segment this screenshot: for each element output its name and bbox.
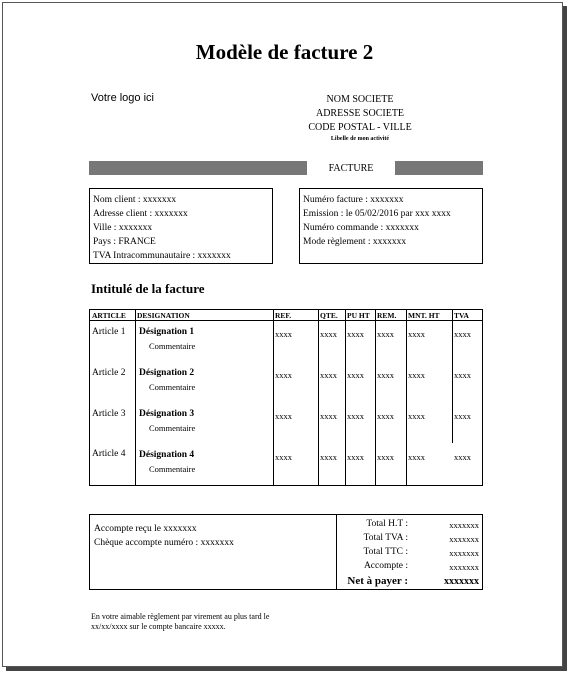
row-rem: xxxx [377, 452, 394, 462]
invoice-emission: Emission : le 05/02/2016 par xxx xxxx [303, 209, 451, 219]
client-vat: TVA Intracommunautaire : xxxxxxx [93, 251, 231, 261]
client-box [89, 188, 273, 264]
row-mnt: xxxx [408, 370, 425, 380]
col-divider [375, 310, 376, 485]
page-title: Modèle de facture 2 [195, 40, 374, 64]
header-tva: TVA [454, 311, 469, 320]
row-article: Article 2 [92, 368, 126, 378]
row-article: Article 1 [92, 327, 126, 337]
row-pu: xxxx [347, 329, 364, 339]
total-ttc-label: Total TTC : [363, 547, 408, 557]
deposit-label: Accompte : [363, 561, 408, 571]
row-ref: xxxx [275, 411, 292, 421]
row-ref: xxxx [275, 452, 292, 462]
row-qte: xxxx [320, 411, 337, 421]
company-block [260, 93, 460, 143]
totals-box [89, 514, 483, 590]
total-ht-label: Total H.T : [366, 519, 408, 529]
payment-terms [91, 612, 269, 632]
row-designation: Désignation 3 [139, 409, 195, 419]
header-qte: QTE. [320, 311, 338, 320]
table-header-divider [90, 320, 482, 321]
section-title: Intitulé de la facture [91, 281, 205, 296]
row-article: Article 4 [92, 449, 126, 459]
deposit-value: xxxxxxx [449, 562, 479, 572]
header-mnt-ht: MNT. HT [408, 311, 440, 320]
total-ttc-value: xxxxxxx [449, 548, 479, 558]
row-comment: Commentaire [149, 341, 196, 351]
header-rem: REM. [377, 311, 397, 320]
row-pu: xxxx [347, 411, 364, 421]
row-comment: Commentaire [149, 464, 196, 474]
client-address: Adresse client : xxxxxxx [93, 209, 188, 219]
invoice-number: Numéro facture : xxxxxxx [303, 195, 404, 205]
row-pu: xxxx [347, 452, 364, 462]
row-tva: xxxx [454, 411, 471, 421]
row-tva: xxxx [454, 370, 471, 380]
row-tva: xxxx [454, 329, 471, 339]
deposit-received: Accompte reçu le xxxxxxx [94, 524, 197, 534]
net-to-pay-value: xxxxxxx [444, 576, 479, 587]
col-divider [406, 310, 407, 485]
col-divider [273, 310, 274, 485]
net-to-pay-label: Net à payer : [347, 575, 408, 587]
row-mnt: xxxx [408, 452, 425, 462]
deposit-check: Chèque accompte numéro : xxxxxxx [94, 538, 234, 548]
header-pu-ht: PU HT [347, 311, 370, 320]
payment-terms-line1: En votre aimable règlement par virement au plus tard le [91, 612, 270, 621]
row-mnt: xxxx [408, 329, 425, 339]
row-comment: Commentaire [149, 423, 196, 433]
total-tva-label: Total TVA : [363, 533, 408, 543]
row-tva: xxxx [454, 452, 471, 462]
col-divider [318, 310, 319, 485]
col-divider [135, 310, 136, 485]
row-ref: xxxx [275, 329, 292, 339]
col-divider [345, 310, 346, 485]
client-city: Ville : xxxxxxx [93, 223, 153, 233]
items-table [89, 309, 483, 486]
row-comment: Commentaire [149, 382, 196, 392]
invoice-order: Numéro commande : xxxxxxx [303, 223, 419, 233]
row-designation: Désignation 1 [139, 327, 195, 337]
company-activity: Libelle de mon activité [330, 136, 390, 142]
row-qte: xxxx [320, 452, 337, 462]
row-article: Article 3 [92, 409, 126, 419]
invoice-info-box [299, 188, 483, 264]
row-ref: xxxx [275, 370, 292, 380]
invoice-payment-mode: Mode règlement : xxxxxxx [303, 237, 407, 247]
logo-placeholder: Votre logo ici [91, 92, 154, 104]
client-name: Nom client : xxxxxxx [93, 195, 177, 205]
row-qte: xxxx [320, 370, 337, 380]
row-rem: xxxx [377, 370, 394, 380]
header-article: ARTICLE [92, 311, 126, 320]
client-country: Pays : FRANCE [93, 237, 156, 247]
row-rem: xxxx [377, 411, 394, 421]
facture-bar-left [89, 161, 307, 175]
total-tva-value: xxxxxxx [449, 534, 479, 544]
row-rem: xxxx [377, 329, 394, 339]
row-designation: Désignation 2 [139, 368, 195, 378]
row-designation: Désignation 4 [139, 450, 195, 460]
row-mnt: xxxx [408, 411, 425, 421]
company-name: NOM SOCIETE [326, 94, 394, 105]
payment-terms-line2: xx/xx/xxxx sur le compte bancaire xxxxx. [91, 622, 226, 631]
facture-bar-right [395, 161, 483, 175]
company-city: CODE POSTAL - VILLE [308, 122, 412, 133]
facture-label: FACTURE [328, 163, 374, 174]
header-designation: DESIGNATION [137, 311, 190, 320]
total-ht-value: xxxxxxx [449, 520, 479, 530]
header-ref: REF. [275, 311, 292, 320]
row-qte: xxxx [320, 329, 337, 339]
row-pu: xxxx [347, 370, 364, 380]
col-divider [452, 310, 453, 443]
company-address: ADRESSE SOCIETE [315, 108, 405, 119]
